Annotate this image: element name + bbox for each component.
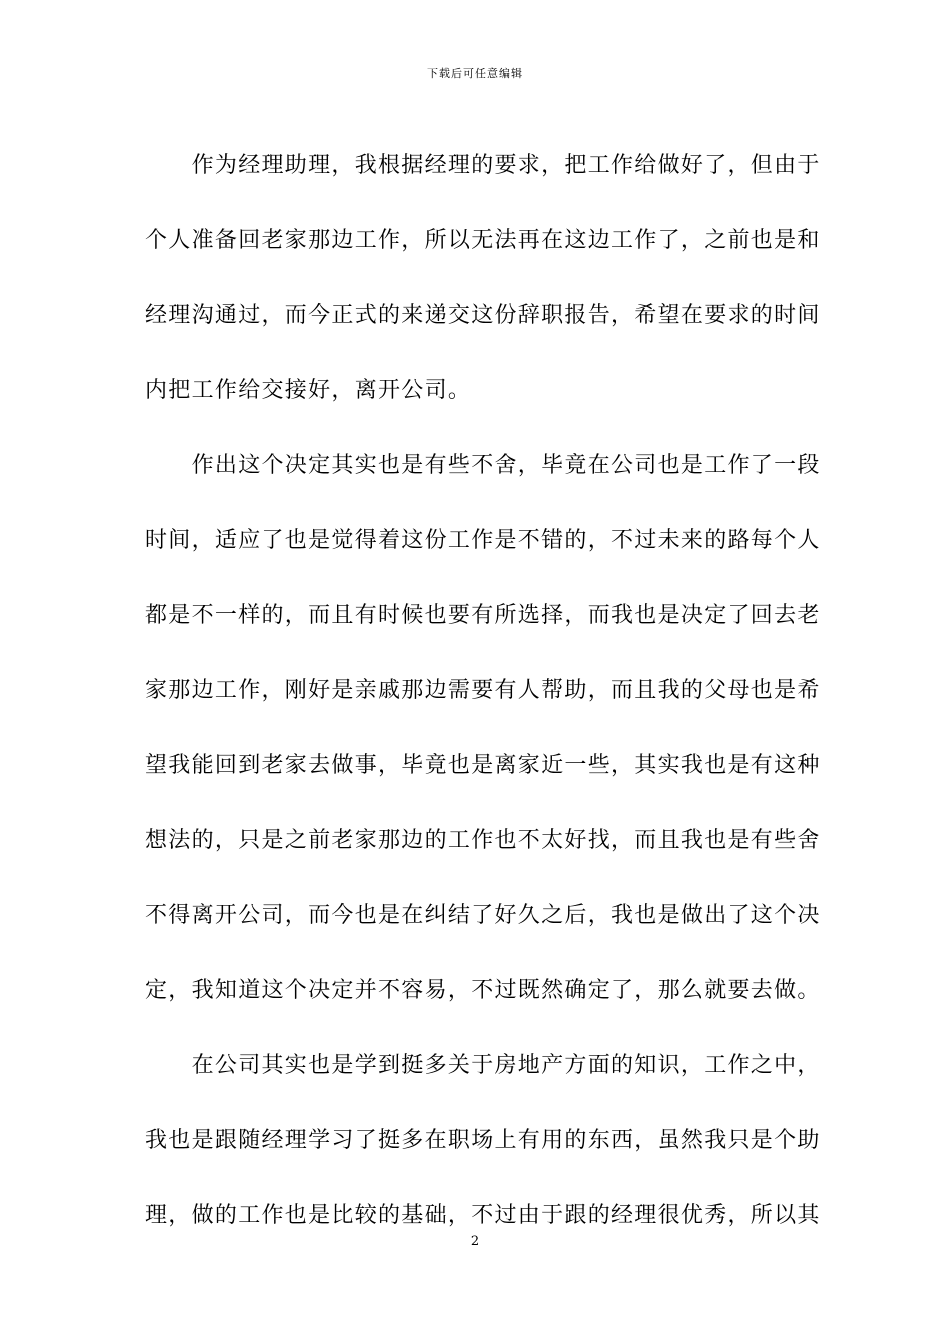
- text-line: 不得离开公司，而今也是在纠结了好久之后，我也是做出了这个决: [145, 903, 821, 928]
- text-line: 在公司其实也是学到挺多关于房地产方面的知识，工作之中，: [145, 1053, 821, 1078]
- header-note: 下载后可任意编辑: [427, 67, 523, 80]
- page-number: 2: [470, 1234, 480, 1249]
- text-line: 都是不一样的，而且有时候也要有所选择，而我也是决定了回去老: [145, 603, 821, 628]
- text-line: 定，我知道这个决定并不容易，不过既然确定了，那么就要去做。: [145, 978, 821, 1003]
- body-text: [145, 128, 821, 1253]
- text-line: 理，做的工作也是比较的基础，不过由于跟的经理很优秀，所以其: [145, 1203, 821, 1228]
- text-line: 内把工作给交接好，离开公司。: [145, 378, 472, 403]
- text-line: 作出这个决定其实也是有些不舍，毕竟在公司也是工作了一段: [145, 453, 821, 478]
- text-line: 时间，适应了也是觉得着这份工作是不错的，不过未来的路每个人: [145, 528, 821, 553]
- text-line: 经理沟通过，而今正式的来递交这份辞职报告，希望在要求的时间: [145, 303, 821, 328]
- text-line: 望我能回到老家去做事，毕竟也是离家近一些，其实我也是有这种: [145, 753, 821, 778]
- text-line: 家那边工作，刚好是亲戚那边需要有人帮助，而且我的父母也是希: [145, 678, 821, 703]
- text-line: 我也是跟随经理学习了挺多在职场上有用的东西，虽然我只是个助: [145, 1128, 821, 1153]
- text-line: 个人准备回老家那边工作，所以无法再在这边工作了，之前也是和: [145, 228, 821, 253]
- text-line: 作为经理助理，我根据经理的要求，把工作给做好了，但由于: [145, 153, 821, 178]
- text-line: 想法的，只是之前老家那边的工作也不太好找，而且我也是有些舍: [145, 828, 821, 853]
